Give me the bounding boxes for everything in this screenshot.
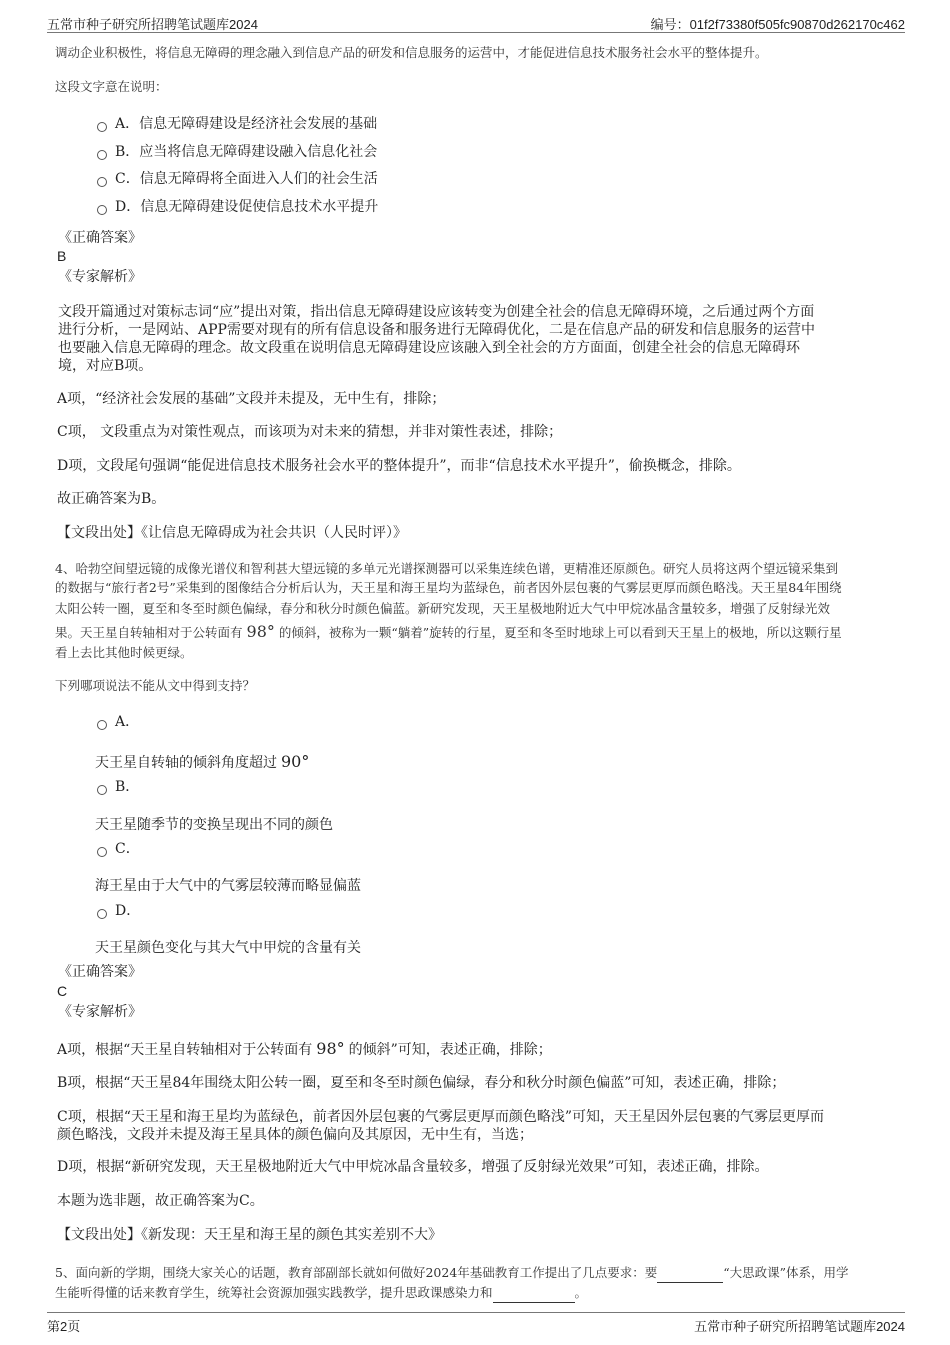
q4-option-a-text (95, 752, 313, 773)
q4-analysis-text: 的倾斜”可知，表述正确，排除； (348, 1042, 552, 1058)
q5-text: 生能听得懂的话来教育学生，统筹社会资源加强实践教学，提升思政课感染力和 (55, 1285, 493, 1300)
radio-icon[interactable] (97, 205, 107, 215)
q4-option-b[interactable] (97, 777, 139, 797)
q4-conclusion: 本题为选非题，故正确答案为C。 (57, 1193, 264, 1209)
q4-passage-line: 的数据与“旅行者2号”采集到的图像结合分析后认为，天王星和海王星均为蓝绿色，前者因外层包裹的气雾层更厚而颜色略浅。天王星84年围绕 (55, 580, 842, 595)
q3-option-a[interactable] (97, 114, 377, 134)
radio-icon[interactable] (97, 847, 107, 857)
q3-source-label: 【文段出处】 (57, 525, 141, 541)
radio-icon[interactable] (97, 785, 107, 795)
q4-passage-line: 看上去比其他时候更绿。 (55, 645, 193, 660)
q3-source (57, 523, 407, 543)
radio-icon[interactable] (97, 177, 107, 187)
q3-analysis-line: 境，对应B项。 (58, 358, 153, 374)
q4-analysis-d: D项，根据“新研究发现，天王星极地附近大气中甲烷冰晶含量较多，增强了反射绿光效果”可知，表述正确，排除。 (57, 1159, 769, 1175)
angle-98: 98° (316, 1039, 345, 1058)
q4-analysis-b: B项，根据“天王星84年围绕太阳公转一圈，夏至和冬至时颜色偏绿，春分和秋分时颜色偏蓝”可知，表述正确，排除； (57, 1075, 786, 1091)
q3-source-title: 《让信息无障碍成为社会共识（人民时评）》 (141, 525, 407, 541)
page-number: 第2页 (47, 1319, 81, 1334)
fill-blank-1[interactable] (657, 1262, 723, 1283)
q3-option-b[interactable] (97, 142, 377, 162)
q5-line (55, 1282, 587, 1303)
q3-option-c[interactable] (97, 169, 378, 189)
q3-analysis-c: C项， 文段重点为对策性观点，而该项为对未来的猜想，并非对策性表述，排除； (57, 424, 563, 440)
q5-text: 5、面向新的学期，围绕大家关心的话题，教育部副部长就如何做好2024年基础教育工作提出了几点要求：要 (55, 1265, 658, 1280)
q3-option-a-label: A．信息无障碍建设是经济社会发展的基础 (115, 116, 378, 132)
q4-option-b-letter: B． (115, 779, 140, 795)
q3-option-d-label: D．信息无障碍建设促使信息技术水平提升 (115, 199, 379, 215)
radio-icon[interactable] (97, 909, 107, 919)
q4-option-a[interactable] (97, 712, 139, 732)
radio-icon[interactable] (97, 150, 107, 160)
q4-answer: C (57, 983, 68, 999)
q4-option-b-text: 天王星随季节的变换呈现出不同的颜色 (95, 817, 333, 833)
q3-analysis-a: A项，“经济社会发展的基础”文段并未提及，无中生有，排除； (57, 391, 446, 407)
q3-analysis-line: 进行分析，一是网站、APP需要对现有的所有信息设备和服务进行无障碍优化，二是在信息产品的研发和信息服务的运营中 (58, 322, 815, 338)
page-header (47, 12, 905, 33)
radio-icon[interactable] (97, 720, 107, 730)
q4-analysis-a (57, 1039, 552, 1060)
q4-option-c[interactable] (97, 839, 140, 859)
q4-passage-text: 的倾斜，被称为一颗“躺着”旋转的行星，夏至和冬至时地球上可以看到天王星上的极地，所以这颗行星 (278, 625, 842, 640)
q3-answer-label: 《正确答案》 (58, 230, 142, 246)
q4-answer-label: 《正确答案》 (58, 964, 142, 980)
q4-option-a-label: 天王星自转轴的倾斜角度超过 (95, 755, 277, 771)
q4-option-a-letter: A． (115, 714, 140, 730)
q3-answer: B (57, 248, 67, 264)
q4-passage-line: 4、哈勃空间望远镜的成像光谱仪和智利甚大望远镜的多单元光谱探测器可以采集连续色谱，更精准还原颜色。研究人员将这两个望远镜采集到 (55, 561, 838, 576)
q3-option-d[interactable] (97, 197, 378, 217)
q4-source-title: 《新发现：天王星和海王星的颜色其实差别不大》 (141, 1227, 442, 1243)
q4-analysis-c-line: 颜色略浅，文段并未提及海王星具体的颜色偏向及其原因，无中生有，当选； (57, 1127, 533, 1143)
q3-prompt: 这段文字意在说明： (55, 79, 168, 94)
q3-analysis-line: 文段开篇通过对策标志词“应”提出对策，指出信息无障碍建设应该转变为创建全社会的信息无障碍环境，之后通过两个方面 (58, 304, 815, 320)
q5-line (55, 1262, 849, 1283)
q3-analysis-d: D项，文段尾句强调“能促进信息技术服务社会水平的整体提升”，而非“信息技术水平提升”，偷换概念，排除。 (57, 458, 741, 474)
q4-source-label: 【文段出处】 (57, 1227, 141, 1243)
q4-option-c-text: 海王星由于大气中的气雾层较薄而略显偏蓝 (95, 878, 361, 894)
q5-text: “大思政课”体系，用学 (723, 1265, 849, 1280)
q3-option-b-label: B．应当将信息无障碍建设融入信息化社会 (115, 144, 378, 160)
q4-option-d[interactable] (97, 901, 140, 921)
header-title: 五常市种子研究所招聘笔试题库2024 (47, 17, 258, 32)
q4-option-c-letter: C． (115, 841, 140, 857)
document-id: 编号：01f2f73380f505fc90870d262170c462 (650, 17, 905, 32)
angle-98: 98° (246, 622, 275, 641)
q4-source (57, 1225, 442, 1245)
q4-passage-text: 果。天王星自转轴相对于公转面有 (55, 625, 243, 640)
footer-title: 五常市种子研究所招聘笔试题库2024 (694, 1319, 905, 1334)
q3-analysis-label: 《专家解析》 (58, 269, 142, 285)
q4-passage-line: 太阳公转一圈，夏至和冬至时颜色偏绿，春分和秋分时颜色偏蓝。新研究发现，天王星极地附近大气中甲烷冰晶含量较多，增强了反射绿光效 (55, 601, 831, 616)
q5-text: 。 (574, 1285, 588, 1300)
angle-90: 90° (281, 752, 310, 771)
q3-conclusion: 故正确答案为B。 (57, 491, 166, 507)
q4-analysis-text: A项，根据“天王星自转轴相对于公转面有 (57, 1042, 313, 1058)
radio-icon[interactable] (97, 122, 107, 132)
q4-passage-line (55, 622, 842, 643)
fill-blank-2[interactable] (493, 1282, 575, 1303)
q4-option-d-text: 天王星颜色变化与其大气中甲烷的含量有关 (95, 940, 361, 956)
q4-analysis-label: 《专家解析》 (58, 1004, 142, 1020)
q4-option-d-letter: D． (115, 903, 141, 919)
q4-analysis-c-line: C项，根据“天王星和海王星均为蓝绿色，前者因外层包裹的气雾层更厚而颜色略浅”可知，天王星因外层包裹的气雾层更厚而 (57, 1109, 825, 1125)
q3-analysis-line: 也要融入信息无障碍的理念。故文段重在说明信息无障碍建设应该融入到全社会的方方面面，创建全社会的信息无障碍环 (58, 340, 800, 356)
q3-passage-tail: 调动企业积极性，将信息无障碍的理念融入到信息产品的研发和信息服务的运营中，才能促进信息技术服务社会水平的整体提升。 (55, 45, 768, 60)
q4-prompt: 下列哪项说法不能从文中得到支持？ (55, 678, 256, 693)
q3-option-c-label: C．信息无障碍将全面进入人们的社会生活 (115, 171, 378, 187)
page-footer (47, 1312, 905, 1335)
